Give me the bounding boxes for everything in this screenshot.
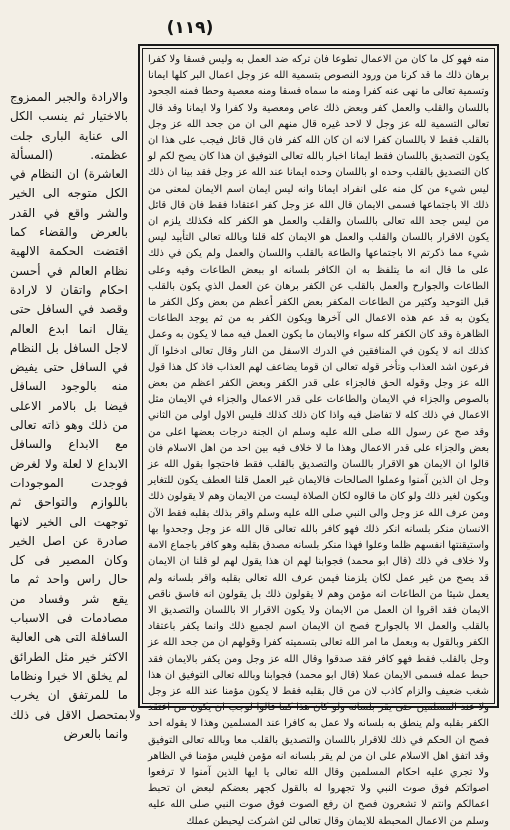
- marginal-commentary: [10, 88, 128, 741]
- main-text-block: [148, 52, 489, 827]
- catchword: ولا: [129, 708, 141, 721]
- main-text-body: منه فهو كل ما كان من الاعمال تطوعا فان تركه ضد العمل به وليس فسقا ولا كفرا برهان ذلك ما قد كرنا من ورود النصوص بتسمية الله عز وجل اعمال البر كلها ايمانا وتسمية تعالى ما نهى عنه كفرا ومنه ما سماه فسقا ومنه معصية وحطا فمنه الجحود باللسان والقلب والعمل كفر وبعض ذلك عاص ومعصية ولا كفرا ولا ايمانا وقد قال تعالى التسمية لله عز وجل لا لاحد غيره قال منهم الى ان من جحد الله عز وجل بالقلب فقط لا باللسان كفرا لانه ان كان الله كفر فان قال قائل فيجب على هذا ان يكون التصديق باللسان فقط ايمانا اخبار بالله تعالى التوفيق ان هذا كان يصح لكم لو كان التصديق بالقلب وحده او باللسان وحده ايمانا عند الله عز وجل فقد بينا ان ذلك ليس شيء من كل منه على انفراد ايمانا وانه ليس ايمان اسم الايمان لمعنى من ذلك الا باجتماعها فسمى الايمان قال الله عز وجل كفر اعتقادا فقط فان قال قائل من ليس جحد الله تعالى باللسان والقلب والعمل هو الكفر كله فكذلك يلزم ان يكون الاقرار باللسان والقلب والعمل هو الايمان كله قلنا وبالله تعالى التأييد ليس شيء مما ذكرتم الا باجتماعها والطاعة بالقلب واللسان والعمل ولم يكن في ذلك على ما قال انه ما يتلفظ به ان الكافر بلسانه او ببعض الطاعات وفيه وعلى الطاعات والجوارح والعمل بالقلب عن الكفر برهان عن العمل الذي يكون بالقلب قبل التوحيد وكثير من الطاعات المكفر بعض الكفر أعظم من بعض وكل الكفر ما يكون به قد عم هذه الاعمال الى آخرها ويكون الكفر به من ثم يوجد الطاعات الظاهرة وقد كان الكفر كله سواء والايمان ما يكون العمل فيه مما لا يكون به وعمل كذلك انه لا يكون في المنافقين في الدرك الاسفل من النار وقال تعالى ادخلوا آل فرعون اشد العذاب وتأخر قوله تعالى ان قوما يضاعف لهم العذاب فاذ كل هذا قول الله عز وجل وقوله الحق فالجزاء على قدر الكفر وبعض الكفر اعظم من بعض بالصوص والجزاء في الايمان والطاعات على قدر الاعمال والجزاء في الايمان مثل الاعمال في ذلك كله لا تفاضل فيه واذا كان ذلك كذلك فليس الاول اولى من الثاني وقد صح عن رسول الله صلى الله عليه وسلم ان الجنة درجات بعضها اعلى من بعض والجزاء على قدر الاعمال وهذا ما لا خلاف فيه بين احد من اهل الاسلام فان قالوا ان الايمان هو الاقرار باللسان والتصديق بالقلب فقط فاحتجوا بقول الله عز وجل ان الذين آمنوا وعملوا الصالحات فالايمان غير العمل قلنا العطف يكون للتغاير ويكون لغير ذلك ولو كان ما قالوه لكان الصلاة ليست من الايمان وهم لا يقولون ذلك ومن عرف الله عز وجل والى النبي صلى الله عليه وسلم واقر بذلك بقلبه فقط الآن الانسان منكر بلسانه انكر ذلك فهو كافر بالله تعالى قال الله عز وجل وجحدوا بها واستيقنتها انفسهم ظلما وعلوا فهذا منكر بلسانه مصدق بقلبه وهو كافر باجماع الامة ولا خلاف في ذلك (قال ابو محمد) فجوابنا لهم ان هذا يقول لهم لو قلنا ان الايمان قد يصح من غير عمل لكان يلزمنا فيمن عرف الله تعالى بقلبه واقر بلسانه ولم يعمل شيئا من الطاعات انه مؤمن وهم لا يقولون ذلك بل يقولون انه فاسق ناقص الايمان فقد اقروا ان العمل من الايمان ولا يكون الاقرار الا باللسان والتصديق الا بالقلب والعمل الا بالجوارح فصح ان الايمان اسم لجميع ذلك وانما يكفر باعتقاد الكفر وبالقول به وبعمل ما امر الله تعالى بتسميته كفرا وقولهم ان من جحد الله عز وجل بالقلب فقط فهو كافر فقد صدقوا وقال الله عز وجل ومن يكفر بالايمان فقد حبط عمله فسمى الايمان عملا (قال ابو محمد) فجوابنا وبالله تعالى التوفيق ان هذا شغب ضعيف والزام كاذب لان من قال بقلبه فقط لا يكون مؤمنا عند الله عز وجل ولا عند المسلمين حتى يقر بلسانه ولو كان هذا كما قالوا لوجب ان يكون من اعتقد الكفر بقلبه ولم ينطق به بلسانه ولا عمل به كافرا عند المسلمين وهذا لا يقوله احد فصح ان الحكم في ذلك للاقرار باللسان والتصديق بالقلب معا وبالله تعالى التوفيق وقد اتفق اهل الاسلام على ان من لم يقر بلسانه انه مؤمن فليس مؤمنا في الظاهر ولا تجري عليه احكام المسلمين وقال الله تعالى يا ايها الذين آمنوا لا ترفعوا اصواتكم فوق صوت النبي ولا تجهروا له بالقول كجهر بعضكم لبعض ان تحبط اعمالكم وانتم لا تشعرون فصح ان رفع الصوت فوق صوت النبي صلى الله عليه وسلم من الاعمال المحبطة للايمان وقال تعالى لئن اشركت ليحبطن عملك: [148, 54, 489, 827]
- page-number: (١١٩): [166, 18, 214, 38]
- main-text-frame: [138, 44, 499, 827]
- marginal-commentary-text: والارادة والجبر الممزوج بالاختيار ثم ينسب الكل الى عناية البارى جلت عظمته. (المسألة العاشرة) ان النظام في الكل متوجه الى الخير والشر واقع في القدر بالعرض والقضاء كما اقتضت الحكمة الالهية نظام العالم في أحسن احكام واتقان لا لارادة وقصد في السافل حتى يقال انما ابدع العالم لاجل السافل بل النظام في السافل حتى يفيض منه بالوجود السافل فيضا بل بالامر الاعلى من ذلك وهو ذاته تعالى مع الابداع والسافل الابداع لا لعلة ولا لغرض فوجدت الموجودات باللوازم والتواحق ثم توجهت الى الخير لانها صادرة عن اصل الخير وكان المصير فى كل حال راس واحد ثم ما يقع شر وفساد من مصادمات فى الاسباب السافلة التى هى العالية الاكثر خير مثل الطرائق لم يخلق الا خيرا ونظاما ما للمرتفق ان يخرب بمتحصل الاقل فى ذلك وانما بالعرض: [10, 90, 128, 741]
